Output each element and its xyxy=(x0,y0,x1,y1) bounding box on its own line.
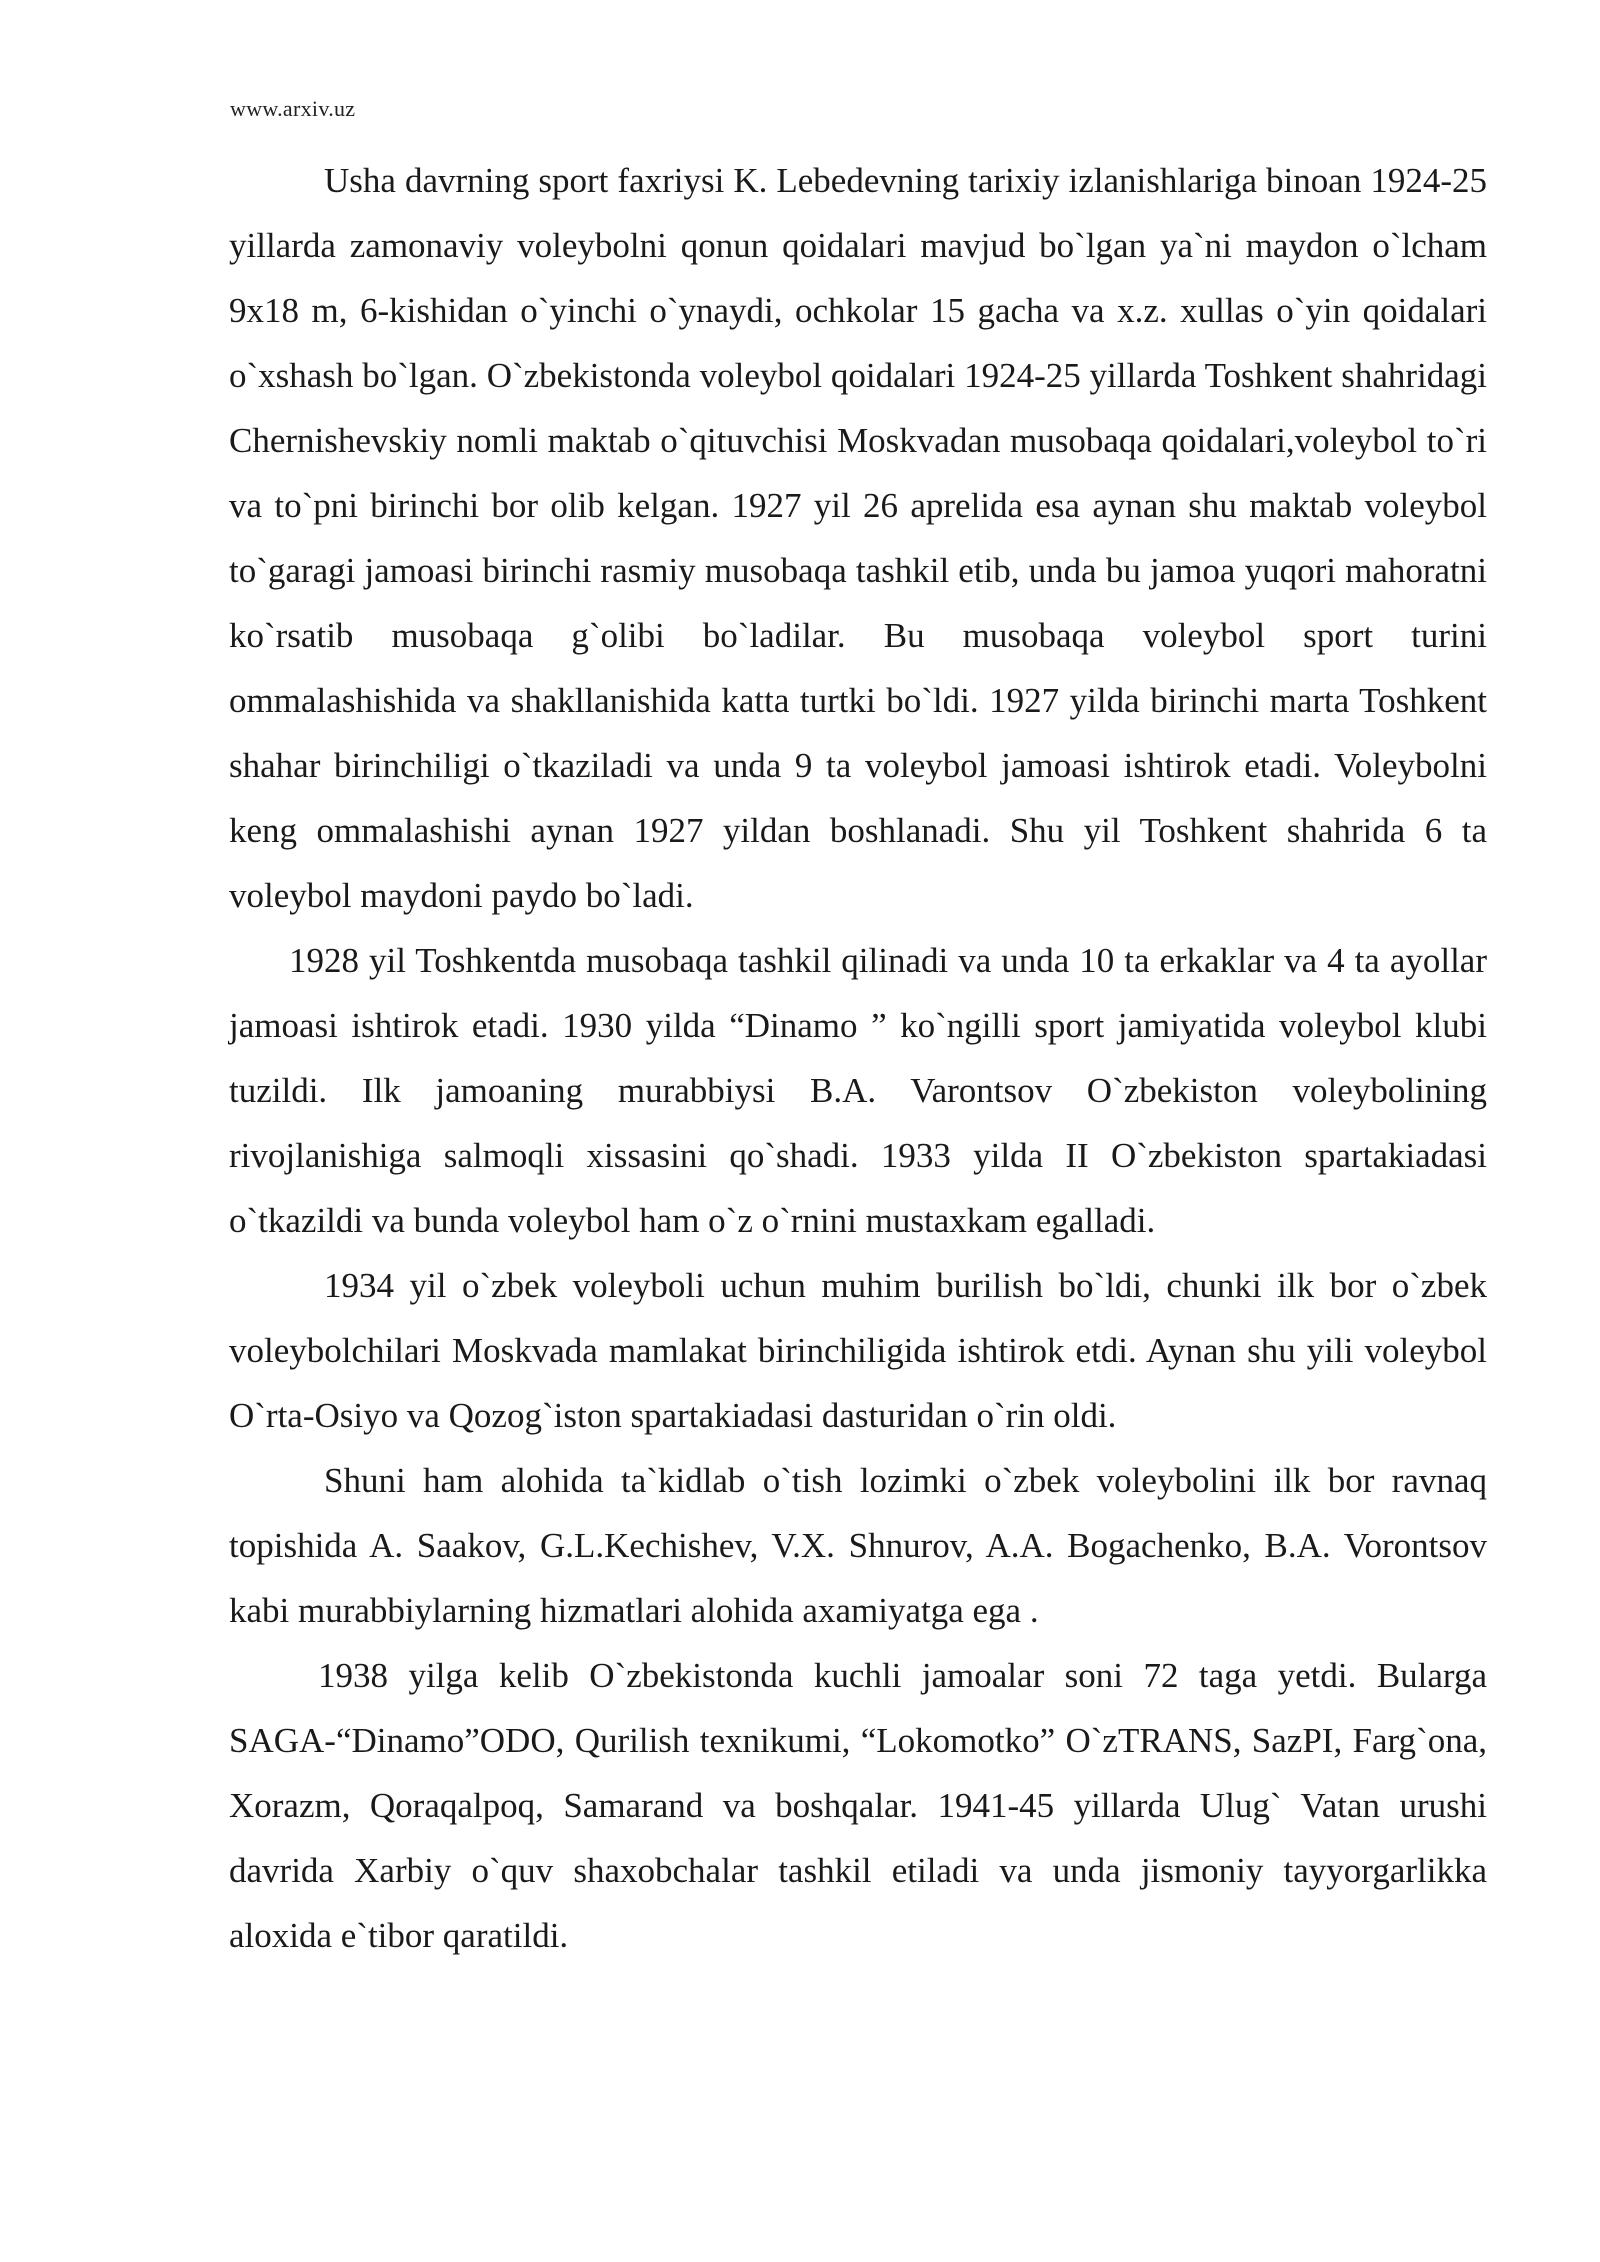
page-header-url: www.arxiv.uz xyxy=(230,96,356,121)
paragraph-1: Usha davrning sport faxriysi K. Lebedevning tarixiy izlanishlariga binoan 1924-25 yillarda zamonaviy voleybolni qonun qoidalari mavjud bo`lgan ya`ni maydon o`lcham 9x18 m, 6-kishidan o`yinchi o`ynaydi, ochkolar 15 gacha va x.z. xullas o`yin qoidalari o`xshash bo`lgan. O`zbekistonda voleybol qoidalari 1924-25 yillarda Toshkent shahridagi Chernishevskiy nomli maktab o`qituvchisi Moskvadan musobaqa qoidalari,voleybol to`ri va to`pni birinchi bor olib kelgan. 1927 yil 26 aprelida esa aynan shu maktab voleybol to`garagi jamoasi birinchi rasmiy musobaqa tashkil etib, unda bu jamoa yuqori mahoratni ko`rsatib musobaqa g`olibi bo`ladilar. Bu musobaqa voleybol sport turini ommalashishida va shakllanishida katta turtki bo`ldi. 1927 yilda birinchi marta Toshkent shahar birinchiligi o`tkaziladi va unda 9 ta voleybol jamoasi ishtirok etadi. Voleybolni keng ommalashishi aynan 1927 yildan boshlanadi. Shu yil Toshkent shahrida 6 ta voleybol maydoni paydo bo`ladi. xyxy=(229,161,1487,915)
document-body xyxy=(229,148,1487,1968)
paragraph-3: 1934 yil o`zbek voleyboli uchun muhim burilish bo`ldi, chunki ilk bor o`zbek voleybolchilari Moskvada mamlakat birinchiligida ishtirok etdi. Aynan shu yili voleybol O`rta-Osiyo va Qozog`iston spartakiadasi dasturidan o`rin oldi. xyxy=(229,1266,1487,1435)
paragraph-5: 1938 yilga kelib O`zbekistonda kuchli jamoalar soni 72 taga yetdi. Bularga SAGA-“Dinamo”ODO, Qurilish texnikumi, “Lokomotko” O`zTRANS, SazPI, Farg`ona, Xorazm, Qoraqalpoq, Samarand va boshqalar. 1941-45 yillarda Ulug` Vatan urushi davrida Xarbiy o`quv shaxobchalar tashkil etiladi va unda jismoniy tayyorgarlikka aloxida e`tibor qaratildi. xyxy=(229,1656,1487,1955)
paragraph-2: 1928 yil Toshkentda musobaqa tashkil qilinadi va unda 10 ta erkaklar va 4 ta ayollar jamoasi ishtirok etadi. 1930 yilda “Dinamo ” ko`ngilli sport jamiyatida voleybol klubi tuzildi. Ilk jamoaning murabbiysi B.A. Varontsov O`zbekiston voleybolining rivojlanishiga salmoqli xissasini qo`shadi. 1933 yilda II O`zbekiston spartakiadasi o`tkazildi va bunda voleybol ham o`z o`rnini mustaxkam egalladi. xyxy=(229,941,1487,1240)
paragraph-4: Shuni ham alohida ta`kidlab o`tish lozimki o`zbek voleybolini ilk bor ravnaq topishida A. Saakov, G.L.Kechishev, V.X. Shnurov, A.A. Bogachenko, B.A. Vorontsov kabi murabbiylarning hizmatlari alohida axamiyatga ega . xyxy=(229,1461,1487,1630)
